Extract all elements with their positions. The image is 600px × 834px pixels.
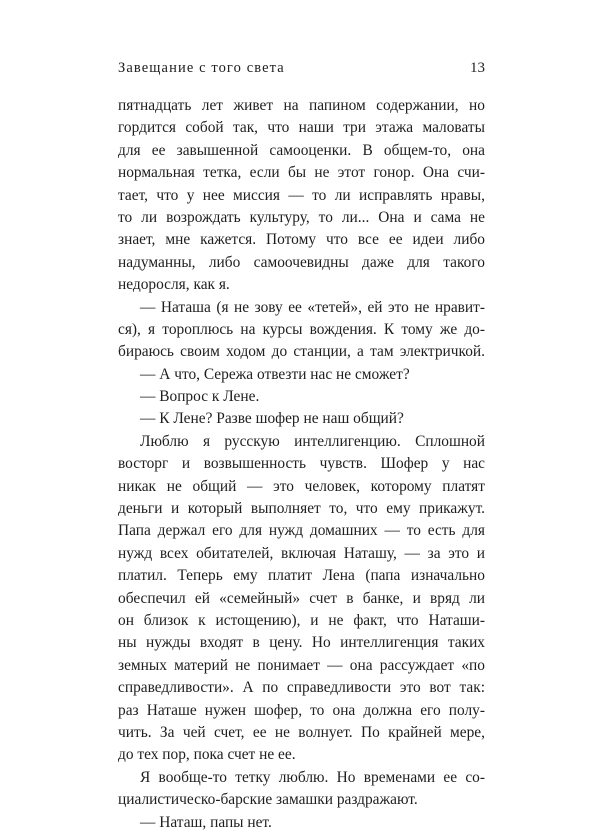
text-line: надуманны, либо самоочевидны даже для такого <box>118 253 485 271</box>
text-line: Папа держал его для нужд домашних — то есть для <box>118 522 485 540</box>
text-line: тает, что у нее миссия — то ли исправлять нравы, <box>118 186 485 204</box>
text-line: ны нужды входят в цену. Но интеллигенция таких <box>118 634 485 652</box>
text-line: восторг и возвышенность чувств. Шофер у нас <box>118 455 485 473</box>
text-line: гордится собой так, что наши три этажа маловаты <box>118 119 485 137</box>
text-line: — Наташ, папы нет. <box>140 813 272 831</box>
body-text <box>118 95 485 834</box>
text-line: справедливости». А по справедливости это вот так: <box>118 679 485 697</box>
text-line: циалистическо-барские замашки раздражают. <box>118 791 418 809</box>
running-head <box>118 60 485 82</box>
running-head-title: Завещание с того света <box>118 60 285 76</box>
text-line: нужд всех обитателей, включая Наташу, — за это и <box>118 544 485 562</box>
text-line: Я вообще-то тетку люблю. Но временами ее со- <box>140 768 485 786</box>
text-line: раз Наташе нужен шофер, то она должна его полу- <box>118 701 485 719</box>
text-line: чить. За чей счет, ее не волнует. По крайней мере, <box>118 723 485 741</box>
text-line: пятнадцать лет живет на папином содержании, но <box>118 97 485 114</box>
text-line: до тех пор, пока счет не ее. <box>118 746 296 764</box>
text-line: нормальная тетка, если бы не этот гонор. Она счи- <box>118 164 485 182</box>
text-line: недоросля, как я. <box>118 276 230 294</box>
text-line: земных материй не понимает — она рассуждает «по <box>118 656 485 674</box>
text-line: он близок к истощению), и не факт, что Наташи- <box>118 611 485 629</box>
page-number: 13 <box>470 60 485 76</box>
text-line: — Вопрос к Лене. <box>140 388 260 406</box>
text-line: никак не общий — это человек, которому платят <box>118 477 485 495</box>
text-line: знает, мне кажется. Потому что все ее идеи либо <box>118 231 485 249</box>
text-line: — К Лене? Разве шофер не наш общий? <box>140 410 404 428</box>
text-line: деньги и который выполняет то, что ему прикажут. <box>118 500 485 518</box>
text-line: обеспечил ей «семейный» счет в банке, и вряд ли <box>118 589 485 607</box>
text-line: Люблю я русскую интеллигенцию. Сплошной <box>140 432 485 450</box>
text-line: ся), я тороплюсь на курсы вождения. К тому же до- <box>118 320 485 338</box>
text-line: платил. Теперь ему платит Лена (папа изначально <box>118 567 485 585</box>
text-line: — Наташа (я не зову ее «тетей», ей это не нравит- <box>140 298 485 316</box>
text-line: — А что, Сережа отвезти нас не сможет? <box>140 365 410 383</box>
text-line: то ли возрождать культуру, то ли... Она и сама не <box>118 208 485 226</box>
text-line: для ее завышенной самооценки. В общем-то, она <box>118 141 485 159</box>
text-line: бираюсь своим ходом до станции, а там электричкой. <box>118 343 485 361</box>
